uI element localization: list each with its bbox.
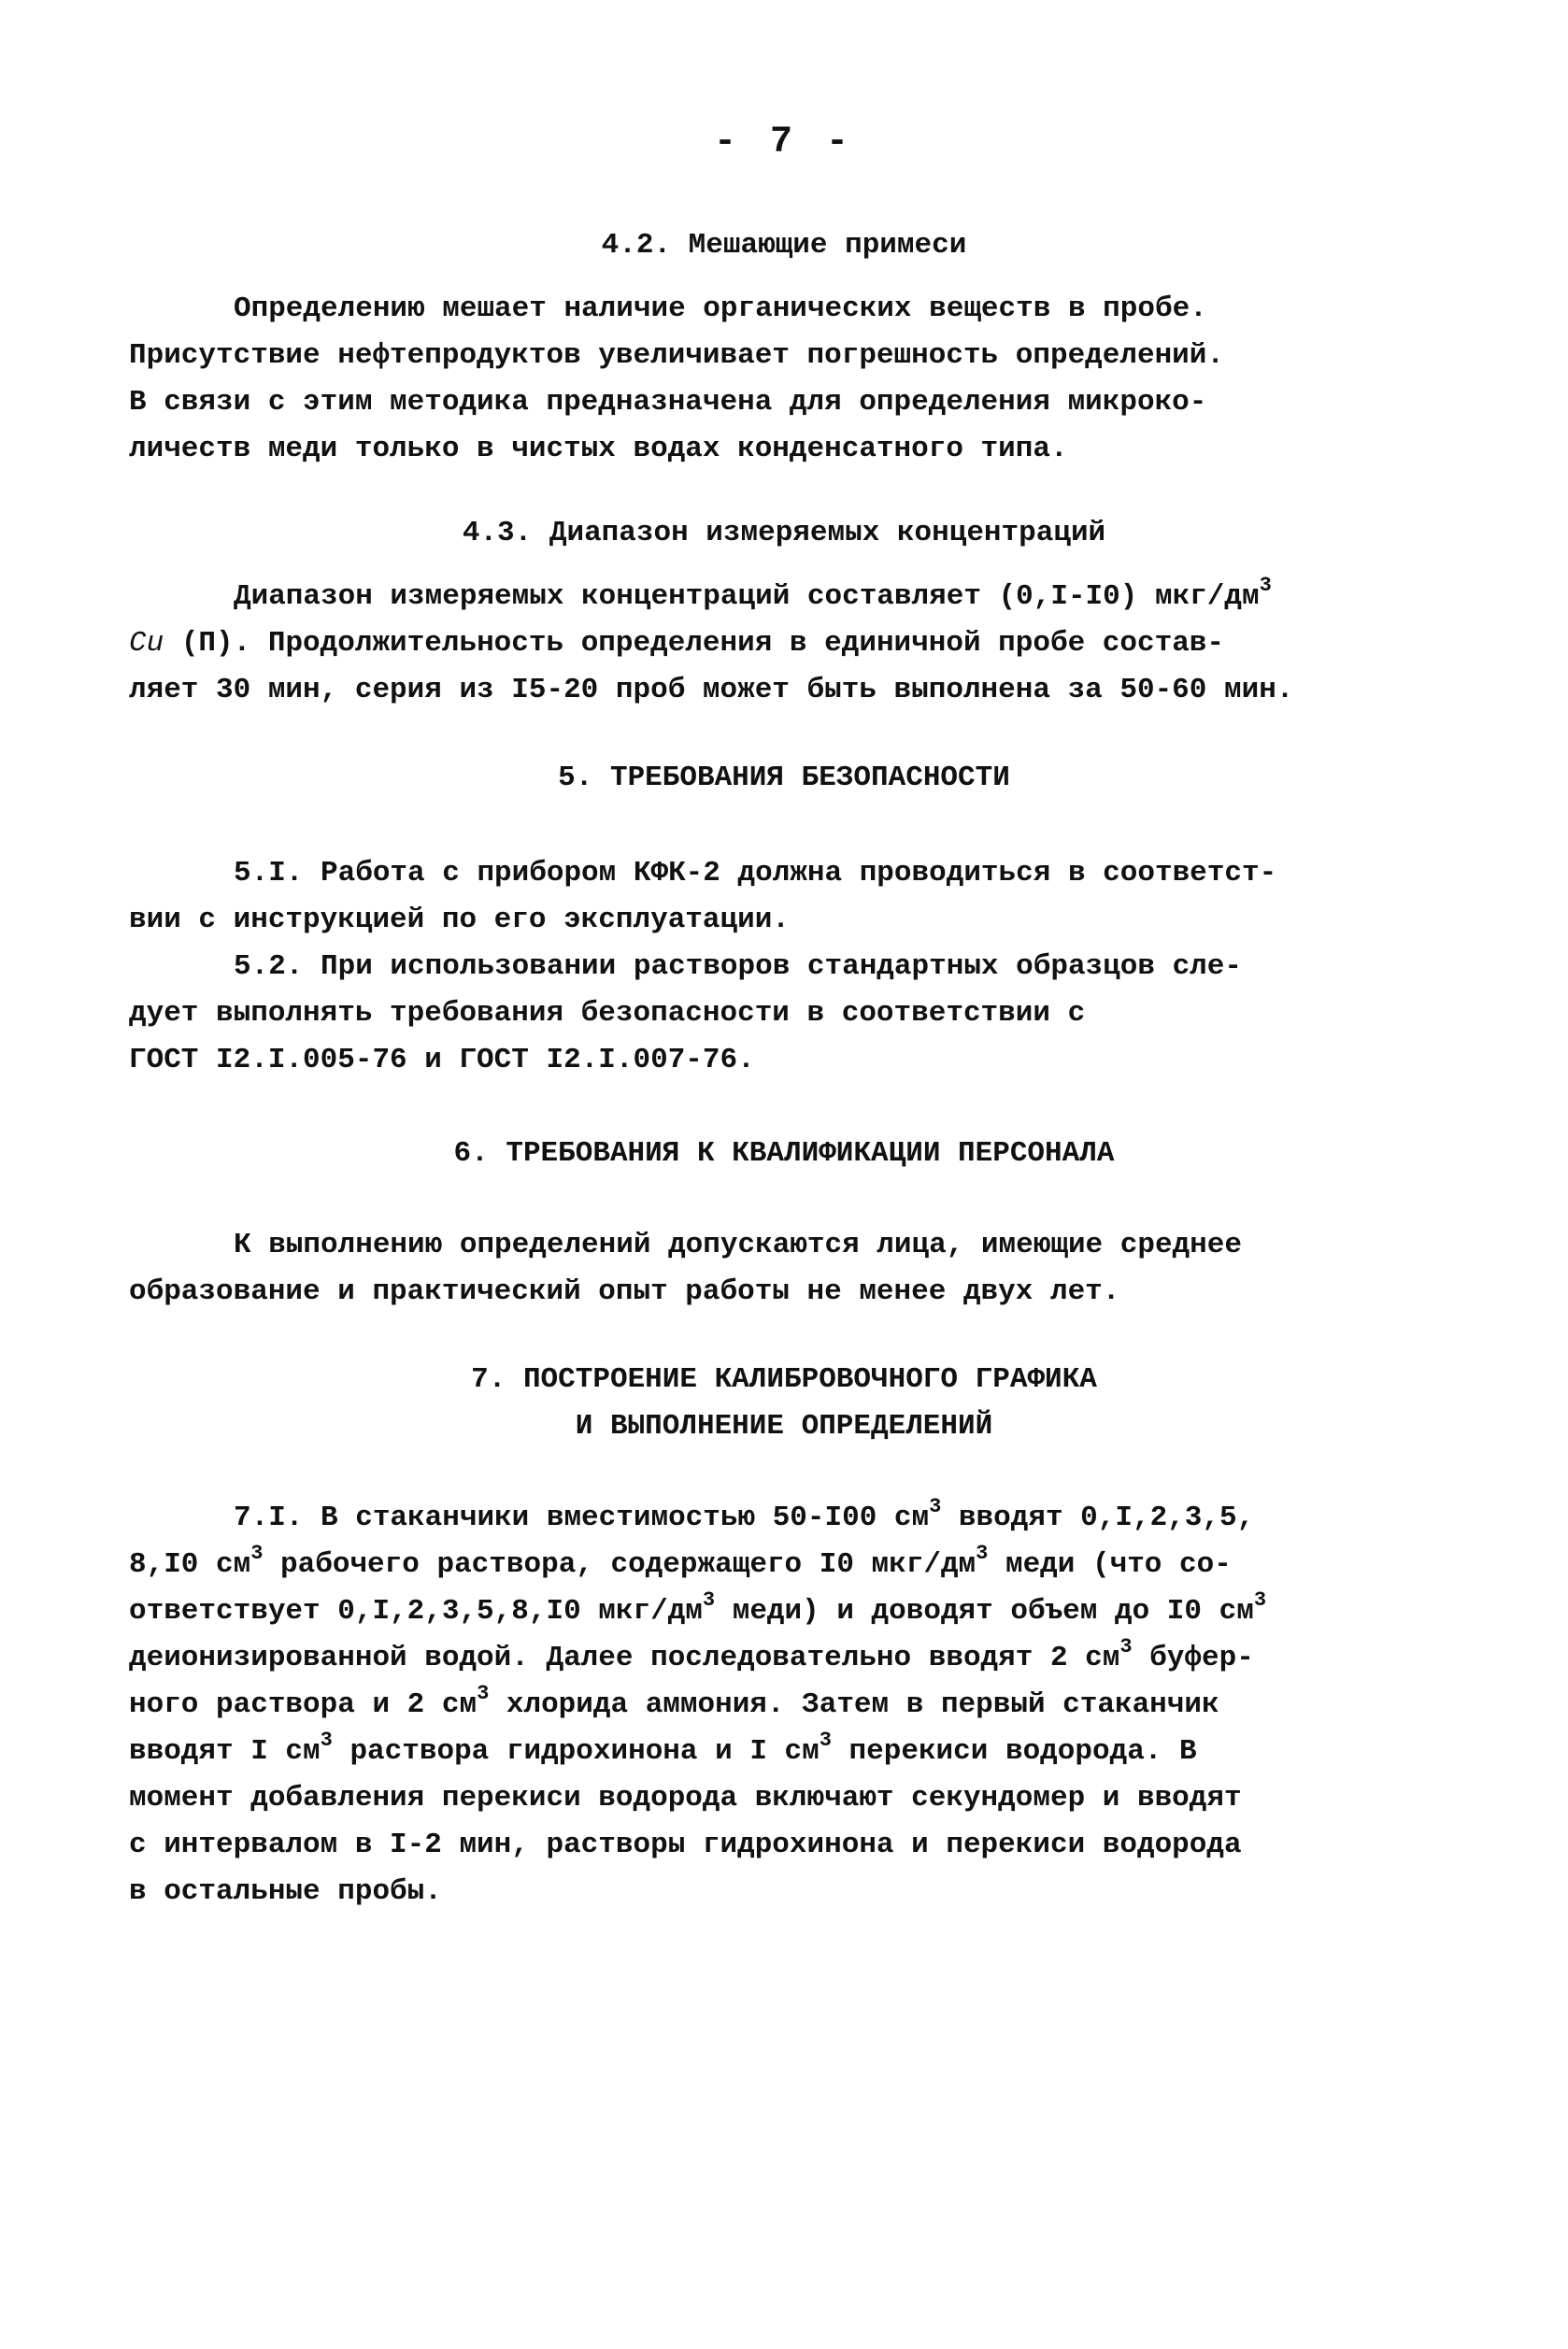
section-6-paragraph	[129, 1222, 1542, 1316]
superscript: 3	[477, 1682, 490, 1705]
section-4-2-paragraph	[129, 286, 1542, 473]
text-line: ляет 30 мин, серия из I5-20 проб может быть выполнена за 50-60 мин.	[129, 674, 1294, 706]
text-fragment: ного раствора и 2 см	[129, 1688, 478, 1721]
text-line: 5.I. Работа с прибором КФК-2 должна проводиться в соответст-	[234, 857, 1277, 890]
text-line: дует выполнять требования безопасности в соответствии с	[129, 997, 1086, 1030]
section-5-heading: 5. ТРЕБОВАНИЯ БЕЗОПАСНОСТИ	[558, 762, 1010, 794]
text-fragment: рабочего раствора, содержащего I0 мкг/дм	[263, 1548, 976, 1581]
superscript: 3	[320, 1729, 333, 1752]
text-line: вии с инструкцией по его эксплуатации.	[129, 904, 790, 936]
text-line: В связи с этим методика предназначена для определения микроко-	[129, 386, 1207, 419]
text-line: Определению мешает наличие органических веществ в пробе.	[234, 292, 1207, 325]
text-line: образование и практический опыт работы не менее двух лет.	[129, 1275, 1120, 1308]
text-fragment: меди (что со-	[988, 1548, 1232, 1581]
section-7-heading-line-1: 7. ПОСТРОЕНИЕ КАЛИБРОВОЧНОГО ГРАФИКА	[471, 1363, 1097, 1396]
section-7-paragraph	[129, 1495, 1542, 1915]
text-line	[129, 1682, 1542, 1729]
text-fragment: 7.I. В стаканчики вместимостью 50-I00 см	[234, 1502, 930, 1534]
text-line: ГОСТ I2.I.005-76 и ГОСТ I2.I.007-76.	[129, 1044, 755, 1076]
text-fragment: (П). Продолжительность определения в единичной пробе состав-	[164, 627, 1225, 660]
text-fragment: раствора гидрохинона и I см	[332, 1735, 820, 1768]
text-line	[129, 1542, 1542, 1588]
section-4-3-heading: 4.3. Диапазон измеряемых концентраций	[462, 517, 1106, 549]
superscript: 3	[1253, 1588, 1267, 1612]
text-line: в остальные пробы.	[129, 1875, 442, 1908]
text-fragment: хлорида аммония. Затем в первый стаканчик	[489, 1688, 1219, 1721]
text-fragment: перекиси водорода. В	[831, 1735, 1197, 1768]
text-line: с интервалом в I-2 мин, растворы гидрохинона и перекиси водорода	[129, 1829, 1242, 1861]
section-4-2-heading: 4.2. Мешающие примеси	[601, 229, 967, 262]
superscript: 3	[250, 1542, 264, 1565]
text-fragment: вводят I см	[129, 1735, 321, 1768]
text-fragment: 8,I0 см	[129, 1548, 251, 1581]
section-7-heading-line-2: И ВЫПОЛНЕНИЕ ОПРЕДЕЛЕНИЙ	[575, 1410, 993, 1443]
text-fragment: деионизированной водой. Далее последовательно вводят 2 см	[129, 1642, 1120, 1674]
text-fragment: меди) и доводят объем до I0 см	[715, 1595, 1254, 1628]
text-line	[129, 620, 1542, 667]
text-line: личеств меди только в чистых водах конденсатного типа.	[129, 433, 1068, 465]
text-line: К выполнению определений допускаются лица, имеющие среднее	[234, 1229, 1242, 1261]
section-6-heading: 6. ТРЕБОВАНИЯ К КВАЛИФИКАЦИИ ПЕРСОНАЛА	[453, 1137, 1115, 1170]
text-line: 5.2. При использовании растворов стандартных образцов сле-	[234, 950, 1242, 983]
section-4-3-paragraph	[129, 574, 1542, 714]
text-line	[129, 1729, 1542, 1775]
section-5-paragraph	[129, 850, 1542, 1084]
text-line	[234, 574, 1542, 620]
text-fragment: Диапазон измеряемых концентраций составляет (0,I-I0) мкг/дм	[234, 580, 1260, 613]
text-line: момент добавления перекиси водорода включают секундомер и вводят	[129, 1782, 1242, 1815]
superscript: 3	[819, 1729, 832, 1752]
text-line	[234, 1495, 1542, 1542]
superscript: 3	[1259, 574, 1272, 597]
superscript: 3	[1119, 1635, 1133, 1659]
superscript: 3	[929, 1495, 942, 1518]
text-fragment: буфер-	[1132, 1642, 1254, 1674]
text-fragment: вводят 0,I,2,3,5,	[941, 1502, 1255, 1534]
superscript: 3	[976, 1542, 989, 1565]
text-line: Присутствие нефтепродуктов увеличивает погрешность определений.	[129, 339, 1224, 372]
chemical-symbol: Cu	[129, 627, 164, 660]
text-fragment: ответствует 0,I,2,3,5,8,I0 мкг/дм	[129, 1595, 703, 1628]
superscript: 3	[702, 1588, 716, 1612]
text-line	[129, 1635, 1542, 1682]
page-number: - 7 -	[713, 121, 855, 164]
text-line	[129, 1588, 1542, 1635]
